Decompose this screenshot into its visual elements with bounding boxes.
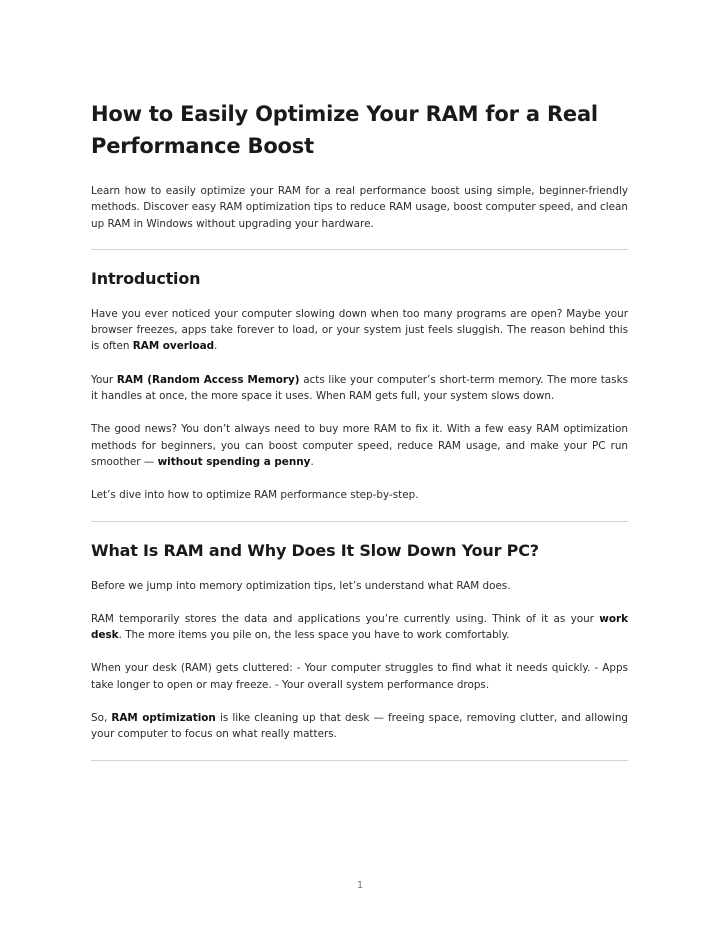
intro-paragraph-2-start: Your bbox=[91, 373, 117, 386]
intro-paragraph-2 bbox=[91, 372, 628, 405]
ram-paragraph-2 bbox=[91, 611, 628, 644]
intro-paragraph-1-bold: RAM overload bbox=[132, 340, 215, 353]
divider bbox=[91, 249, 628, 250]
page-title: How to Easily Optimize Your RAM for a Real Performance Boost bbox=[91, 102, 598, 158]
ram-paragraph-4 bbox=[91, 710, 628, 743]
ram-paragraph-2-text: RAM temporarily stores the data and applications you’re currently using. Think of it as your bbox=[91, 612, 600, 625]
document-page bbox=[91, 98, 628, 761]
section-heading-what-is-ram: What Is RAM and Why Does It Slow Down Your PC? bbox=[91, 540, 539, 560]
intro-paragraph-3-bold: without spending a penny bbox=[157, 455, 311, 468]
intro-paragraph-1-text: Have you ever noticed your computer slowing down when too many programs are open? Maybe your browser freezes, apps take forever to load, or your system just feels sluggish. The reason behind this is often bbox=[91, 307, 628, 353]
intro-paragraph-2-bold: RAM (Random Access Memory) bbox=[116, 373, 300, 386]
divider bbox=[91, 760, 628, 761]
intro-paragraph-1-end: . bbox=[214, 340, 218, 353]
ram-paragraph-3: When your desk (RAM) gets cluttered: - Your computer struggles to find what it needs quickly. - Apps take longer to open or may freeze. - Your overall system performance drops. bbox=[91, 662, 628, 691]
intro-paragraph-1 bbox=[91, 306, 628, 355]
intro-paragraph-2-end: acts like your computer’s short-term memory. The more tasks it handles at once, the more space it uses. When RAM gets full, your system slows down. bbox=[91, 373, 629, 403]
divider bbox=[91, 521, 628, 522]
ram-paragraph-4-start: So, bbox=[91, 712, 112, 725]
intro-paragraph-4: Let’s dive into how to optimize RAM performance step-by-step. bbox=[91, 489, 419, 502]
page-number: 1 bbox=[356, 880, 364, 891]
ram-paragraph-2-end: . The more items you pile on, the less space you have to work comfortably. bbox=[118, 629, 510, 642]
ram-paragraph-2-bold: work desk bbox=[91, 612, 628, 642]
lead-paragraph: Learn how to easily optimize your RAM for a real performance boost using simple, beginner-friendly methods. Discover easy RAM optimization tips to reduce RAM usage, boost computer speed, and clean up RAM in Windows without upgrading your hardware. bbox=[91, 185, 628, 230]
intro-paragraph-3-end: . bbox=[310, 455, 314, 468]
intro-paragraph-3 bbox=[91, 421, 628, 470]
ram-paragraph-1: Before we jump into memory optimization tips, let’s understand what RAM does. bbox=[91, 579, 511, 592]
section-heading-introduction: Introduction bbox=[91, 268, 201, 288]
ram-paragraph-4-bold: RAM optimization bbox=[111, 712, 216, 725]
intro-paragraph-3-text: The good news? You don’t always need to buy more RAM to fix it. With a few easy RAM optimization methods for beginners, you can boost computer speed, reduce RAM usage, and make your PC run smoother — bbox=[91, 423, 628, 468]
ram-paragraph-4-end: is like cleaning up that desk — freeing space, removing clutter, and allowing your computer to focus on what really matters. bbox=[91, 712, 628, 741]
